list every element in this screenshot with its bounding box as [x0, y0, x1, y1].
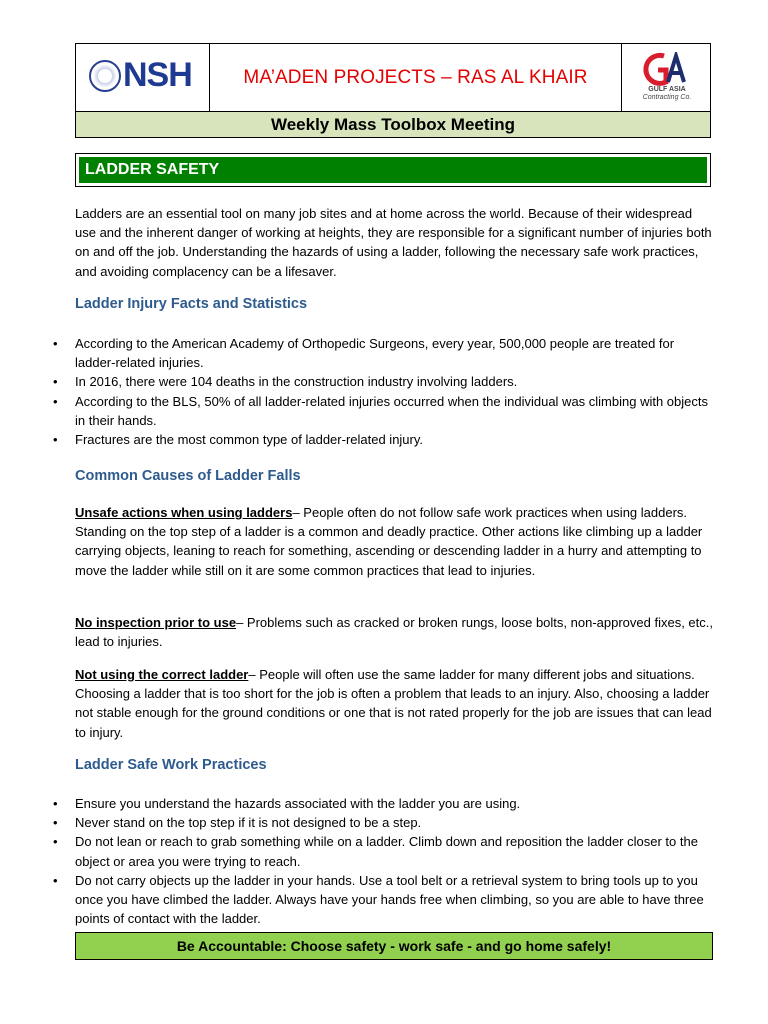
seal-icon [89, 60, 121, 92]
gulf-asia-logo [622, 44, 710, 111]
list-item: • Ensure you understand the hazards associated with the ladder you are using. [75, 794, 715, 813]
cause-term: No inspection prior to use [75, 615, 237, 630]
section-title: LADDER SAFETY [85, 161, 220, 178]
causes-heading: Common Causes of Ladder Falls [75, 468, 301, 484]
list-item: • In 2016, there were 104 deaths in the construction industry involving ladders. [75, 372, 715, 391]
footer-text: Be Accountable: Choose safety - work safe - and go home safely! [176, 938, 612, 954]
practices-heading: Ladder Safe Work Practices [75, 757, 267, 773]
project-title-cell [210, 44, 622, 111]
list-item: • According to the BLS, 50% of all ladder-related injuries occurred when the individual was climbing with objects in their hands. [75, 392, 715, 430]
cause-unsafe-actions [75, 503, 715, 580]
cause-wrong-ladder [75, 665, 715, 742]
cause-no-inspection [75, 613, 715, 651]
cause-term: Unsafe actions when using ladders [75, 505, 293, 520]
section-title-bar [75, 153, 711, 187]
meeting-title: Weekly Mass Toolbox Meeting [270, 114, 516, 134]
list-item: • Fractures are the most common type of ladder-related injury. [75, 430, 715, 449]
facts-heading: Ladder Injury Facts and Statistics [75, 296, 308, 312]
list-item: • Do not carry objects up the ladder in your hands. Use a tool belt or a retrieval system to bring tools up to you once you have climbed the ladder. Always have your hands free when climbing, so you are able to have three points of contact with the ladder. [75, 871, 715, 929]
practices-list [75, 794, 715, 928]
project-title: MA’ADEN PROJECTS – RAS AL KHAIR [243, 66, 588, 88]
cause-text: – Problems such as cracked or broken rungs, loose bolts, non-approved fixes, etc., lead to injuries. [75, 615, 713, 650]
footer-banner [75, 932, 713, 960]
cause-term: Not using the correct ladder [75, 667, 249, 682]
meeting-title-row [76, 111, 710, 137]
facts-list [75, 334, 715, 449]
cause-text: – People will often use the same ladder for many different jobs and situations. Choosing a ladder that is too short for the job is often a problem that leads to an injury. Also, choosing a ladder not stable enough for the ground conditions or one that is not rated properly for the job are issues that can lead to injury. [75, 667, 712, 740]
gulf-asia-logo-icon [642, 52, 690, 86]
nsh-logo [76, 44, 210, 111]
list-item: • Do not lean or reach to grab something while on a ladder. Climb down and reposition the ladder closer to the object or area you were trying to reach. [75, 832, 715, 870]
list-item: • According to the American Academy of Orthopedic Surgeons, every year, 500,000 people are treated for ladder-related injuries. [75, 334, 715, 372]
gulf-asia-logo-text: GULF ASIA Contracting Co. [642, 86, 692, 101]
nsh-logo-text: NSH [123, 56, 192, 94]
intro-paragraph: Ladders are an essential tool on many job sites and at home across the world. Because of their widespread use and the inherent danger of working at heights, they are responsible for a significant number of injuries both on and off the job. Understanding the hazards of using a ladder, following the necessary safe work practices, and avoiding complacency can be a lifesaver. [75, 206, 712, 279]
list-item: • Never stand on the top step if it is not designed to be a step. [75, 813, 715, 832]
document-header [75, 43, 711, 138]
cause-text: – People often do not follow safe work practices when using ladders. Standing on the top step of a ladder is a common and deadly practice. Other actions like climbing up a ladder carrying objects, leaning to reach for something, ascending or descending ladder in a hurry and attempting to move the ladder while still on it are some common practices that lead to injuries. [75, 505, 703, 578]
